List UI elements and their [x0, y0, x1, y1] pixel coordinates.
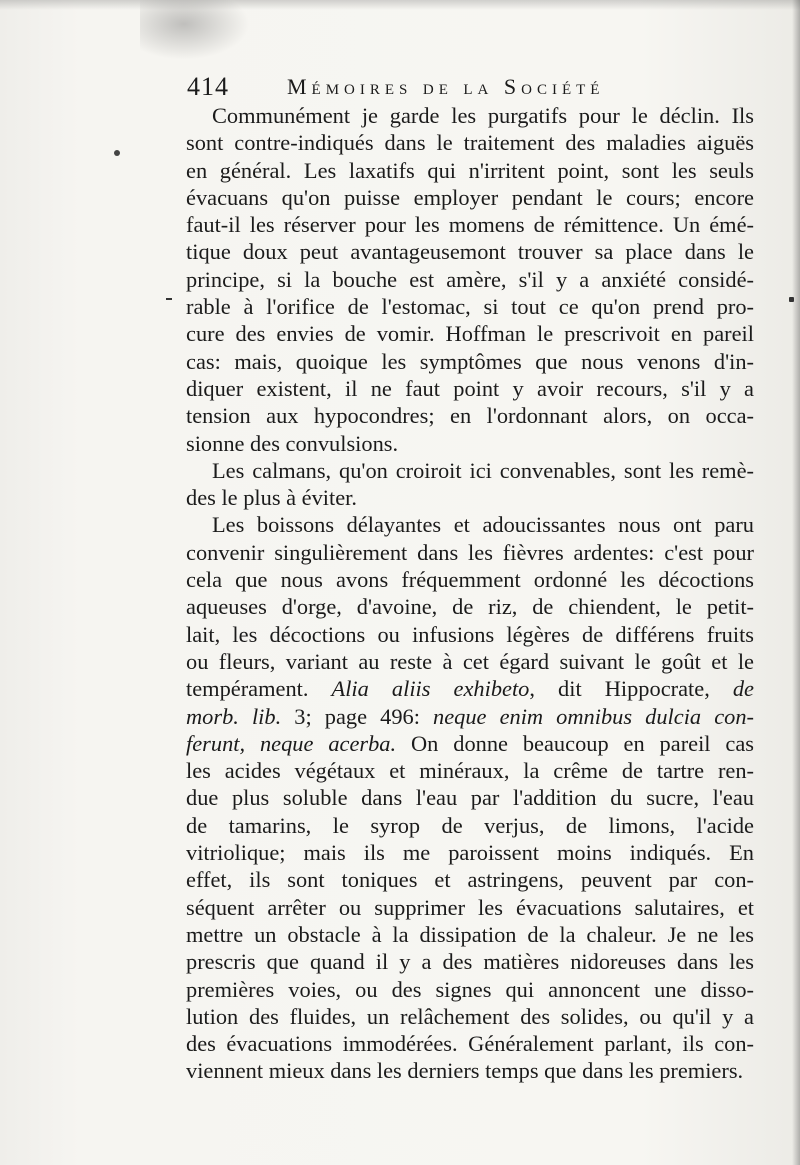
text-line: Les calmans, qu'on croiroit ici convenables, sont les remè-: [212, 457, 754, 483]
text-line: cure des envies de vomir. Hoffman le prescrivoit en pareil: [186, 321, 754, 347]
citation: morb. lib.: [186, 703, 282, 729]
text-line: évacuans qu'on puisse employer pendant le cours; encore: [186, 184, 754, 210]
text-line: tension aux hypocondres; en l'ordonnant alors, on occa-: [186, 403, 754, 429]
text-line: vitriolique; mais ils me paroissent moins indiqués. En: [186, 840, 754, 866]
text-line: premières voies, ou des signes qui annoncent une disso-: [186, 976, 754, 1002]
text-line: Communément je garde les purgatifs pour le déclin. Ils: [212, 103, 754, 128]
text-line: Les boissons délayantes et adoucissantes nous ont paru: [212, 512, 754, 538]
page-top-shadow: [0, 0, 800, 10]
page-right-shadow: [792, 0, 800, 1165]
text-line: cas: mais, quoique les symptômes que nous venons d'in-: [186, 348, 754, 374]
text-line: cela que nous avons fréquemment ordonné les décoctions: [186, 567, 754, 593]
text-line: séquent arrêter ou supprimer les évacuations salutaires, et: [186, 894, 754, 920]
text-line: faut-il les réserver pour les momens de rémittence. Un émé-: [186, 212, 754, 238]
margin-mark: [166, 298, 172, 300]
latin-quote: Alia aliis exhibeto: [331, 676, 530, 702]
text-line: convenir singulièrement dans les fièvres ardentes: c'est pour: [186, 539, 754, 565]
ink-smudge: [140, 0, 250, 60]
text-line-mixed: [186, 730, 754, 757]
text-line: sionne des convulsions.: [186, 430, 399, 456]
running-title: Mémoires de la Société: [287, 74, 605, 99]
text-run: 3; page 496:: [281, 703, 434, 729]
latin-quote: ferunt, neque acerba.: [186, 730, 397, 756]
text-line: en général. Les laxatifs qui n'irritent point, sont les seuls: [186, 157, 754, 183]
text-line: viennent mieux dans les derniers temps que dans les premiers.: [186, 1058, 744, 1084]
text-line: tique doux peut avantageusemont trouver sa place dans le: [186, 239, 754, 265]
page-number: 414: [187, 72, 229, 101]
text-line: des le plus à éviter.: [186, 485, 357, 511]
citation: de: [732, 676, 754, 702]
text-line: des évacuations immodérées. Généralement parlant, ils con-: [186, 1031, 754, 1057]
text-line: due plus soluble dans l'eau par l'addition du sucre, l'eau: [186, 785, 754, 811]
margin-mark-right: [789, 297, 794, 302]
text-line: mettre un obstacle à la dissipation de la chaleur. Je ne les: [186, 921, 754, 947]
text-line: les acides végétaux et minéraux, la crême de tartre ren-: [186, 758, 754, 784]
text-line: effet, ils sont toniques et astringens, peuvent par con-: [186, 867, 754, 893]
text-line-mixed: [186, 703, 754, 730]
body-text: [186, 102, 754, 1085]
text-line-mixed: [186, 675, 754, 702]
text-line: de tamarins, le syrop de verjus, de limons, l'acide: [186, 812, 754, 838]
text-line: aqueuses d'orge, d'avoine, de riz, de chiendent, le petit-: [186, 594, 754, 620]
text-run: On donne beaucoup en pareil cas: [396, 730, 755, 756]
text-line: ou fleurs, variant au reste à cet égard suivant le goût et le: [186, 648, 754, 674]
text-line: lution des fluides, un relâchement des solides, ou qu'il y a: [186, 1003, 754, 1029]
page-header: [187, 72, 747, 104]
latin-quote: neque enim omnibus dulcia con-: [433, 703, 754, 729]
text-line: lait, les décoctions ou infusions légères de différens fruits: [186, 621, 754, 647]
margin-dot: [114, 150, 120, 156]
text-line: diquer existent, il ne faut point y avoir recours, s'il y a: [186, 375, 754, 401]
text-line: rable à l'orifice de l'estomac, si tout ce qu'on prend pro-: [186, 294, 754, 320]
text-line: sont contre-indiqués dans le traitement des maladies aiguës: [186, 130, 754, 156]
text-run: , dit Hippocrate,: [529, 676, 733, 702]
text-line: principe, si la bouche est amère, s'il y a anxiété considé-: [186, 266, 754, 292]
text-line: prescris que quand il y a des matières nidoreuses dans les: [186, 949, 754, 975]
text-run: tempérament.: [186, 676, 332, 702]
